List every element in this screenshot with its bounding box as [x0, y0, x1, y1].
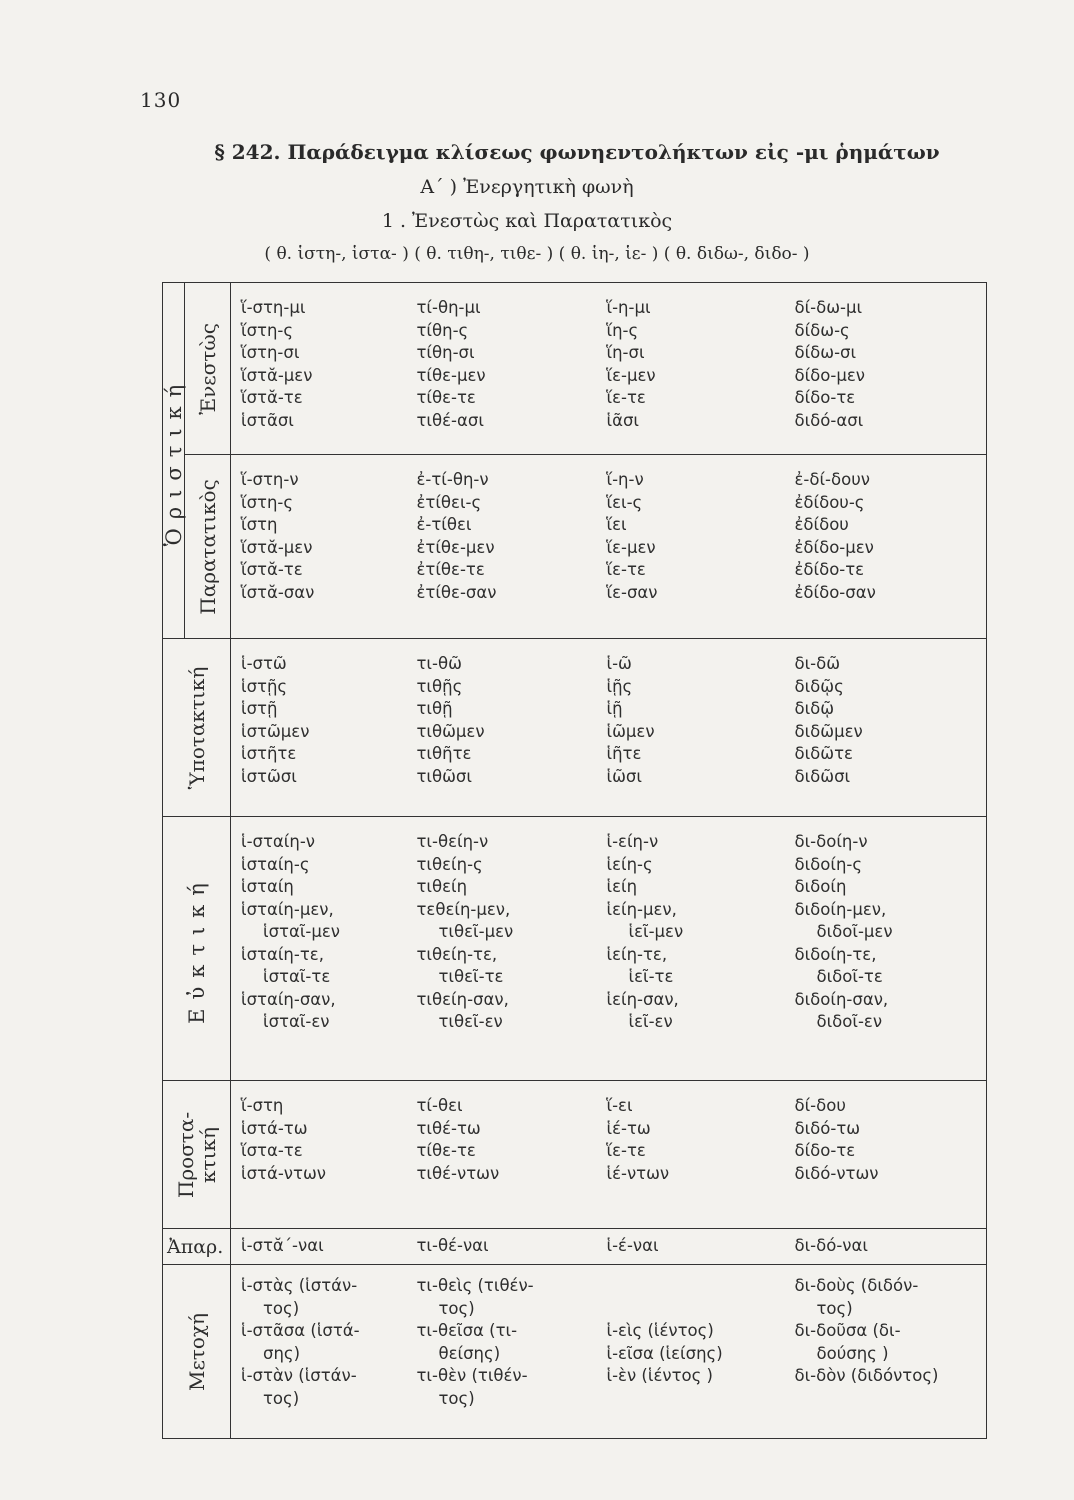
verb-form: διδοίη-τε,	[794, 944, 877, 964]
verb-form: τιθείη-ς	[416, 854, 483, 874]
verb-form: ἵ-στη-μι	[241, 298, 306, 317]
verb-form: τιθέ-ασι	[416, 410, 484, 430]
tense-label-paratatikos: Παρατατικὸς	[195, 478, 220, 615]
verb-form: δι-δό-ναι	[794, 1236, 868, 1255]
verb-form: ἵ-στη	[241, 1096, 284, 1115]
verb-form: ἵστᾰ-τε	[241, 388, 303, 407]
verb-form: ἱείη	[606, 877, 638, 896]
verb-form: ἵστα-τε	[241, 1141, 303, 1160]
verb-form: διδό-ντων	[794, 1163, 879, 1183]
verb-form: ἵστη-ς	[241, 320, 294, 340]
verb-form: ἵε-τε	[606, 1141, 646, 1160]
verb-form: τος)	[438, 1388, 475, 1408]
verb-form: ἱσταίη-σαν,	[241, 989, 336, 1009]
tense-label-enestos-cell	[185, 283, 231, 455]
mood-label-aparemfato: Ἀπαρ.	[163, 1229, 231, 1265]
verb-form: ἱείη-μεν,	[606, 899, 677, 919]
verb-form: ἐτίθε-τε	[416, 560, 485, 579]
voice-heading: Α΄ ) Ἐνεργητικὴ φωνὴ	[420, 176, 634, 198]
verb-form: ἱ-στᾰ΄-ναι	[241, 1236, 324, 1255]
cell-aparemfato-c3	[597, 1229, 785, 1265]
verb-form: ἐδίδου-ς	[794, 492, 865, 512]
verb-form: τίθε-τε	[416, 1141, 476, 1160]
verb-form: διδοίη-σαν,	[794, 989, 889, 1009]
cell-paratatikos-c2	[407, 455, 597, 639]
verb-form	[607, 1275, 777, 1298]
row-paratatikos	[163, 455, 987, 639]
cell-metochi-c3	[597, 1265, 785, 1439]
verb-form: ἱεῖ-τε	[628, 967, 674, 986]
verb-form: ἱέ-τω	[606, 1118, 651, 1138]
verb-form: τι-θὲν (τιθέν-	[416, 1366, 528, 1385]
verb-form: ἱστῶμεν	[241, 721, 310, 741]
verb-form: ἱστά-ντων	[241, 1163, 326, 1183]
section-title: § 242. Παράδειγμα κλίσεως φωνηεντολήκτων εἰς -μι ῥημάτων	[214, 140, 940, 164]
verb-form: τιθέ-ντων	[416, 1163, 500, 1183]
verb-form: ἵει-ς	[606, 492, 643, 512]
mood-label-oristiki: Ὁριστική	[161, 375, 186, 546]
verb-form: θείσης)	[438, 1343, 501, 1363]
verb-form: ἱ-στὰς (ἱστάν-	[241, 1276, 358, 1295]
verb-form: διδοίη	[794, 877, 847, 896]
verb-form: ἐδίδο-μεν	[794, 537, 874, 557]
verb-form: ἱῆτε	[606, 744, 642, 763]
verb-form	[607, 1298, 777, 1321]
verb-form: ἐ-δί-δουν	[794, 470, 870, 489]
verb-form: διδοῖ-εν	[816, 1012, 883, 1031]
verb-form: τίθη-σι	[416, 343, 475, 362]
row-metochi	[163, 1265, 987, 1439]
verb-form: τιθέ-τω	[416, 1118, 481, 1138]
verb-form: ἐδίδο-τε	[794, 560, 865, 579]
verb-form: ἐ-τί-θη-ν	[416, 470, 489, 489]
row-ypotaktiki	[163, 639, 987, 817]
verb-form: ἱᾶσι	[606, 410, 640, 430]
verb-form: τεθείη-μεν,	[416, 899, 511, 919]
verb-form: τος)	[263, 1298, 300, 1318]
row-aparemfato	[163, 1229, 987, 1265]
cell-aparemfato-c1	[231, 1229, 407, 1265]
cell-enestos-c1	[231, 283, 407, 455]
verb-form: δί-δω-μι	[794, 298, 863, 317]
cell-euktiki-c2	[407, 817, 597, 1081]
verb-form: ἱῶσι	[606, 766, 642, 786]
verb-form: ἱῇ	[606, 699, 623, 718]
verb-form: ἱσταῖ-τε	[263, 967, 331, 986]
verb-form: ἵστᾰ-τε	[241, 560, 303, 579]
verb-form: ἱείη-τε,	[606, 944, 668, 964]
verb-form: τιθεῖ-μεν	[438, 922, 514, 941]
verb-form: ἱείη-ς	[606, 854, 653, 874]
verb-form: διδῷς	[794, 676, 844, 696]
verb-form: διδῶμεν	[794, 721, 863, 741]
verb-form: ἱσταῖ-μεν	[263, 922, 341, 941]
verb-form: τί-θει	[416, 1096, 463, 1115]
verb-form: ἱῶμεν	[606, 721, 655, 741]
verb-form: δί-δου	[794, 1096, 846, 1115]
cell-metochi-c1	[231, 1265, 407, 1439]
verb-form: τιθεῖ-εν	[438, 1012, 503, 1031]
verb-form: ἱσταίη-μεν,	[241, 899, 334, 919]
verb-form: ἱσταίη-τε,	[241, 944, 324, 964]
verb-form: ἵστᾰ-μεν	[241, 365, 313, 385]
verb-form: ἵε-μεν	[606, 537, 656, 557]
mood-label-metochi-cell	[163, 1265, 231, 1439]
verb-form: ἱεῖ-μεν	[628, 922, 684, 941]
mood-label-euktiki-cell	[163, 817, 231, 1081]
verb-form: ἵστη	[241, 515, 278, 534]
verb-form: τι-θῶ	[416, 654, 462, 673]
verb-form: διδῷ	[794, 699, 835, 718]
verb-form: ἱ-είη-ν	[606, 832, 659, 851]
mood-label-metochi: Μετοχή	[184, 1312, 209, 1391]
verb-form: ἐτίθε-σαν	[416, 582, 497, 602]
tense-label-paratatikos-cell	[185, 455, 231, 639]
verb-form: διδοίη-ς	[794, 854, 863, 874]
verb-form: ἵει	[606, 515, 627, 534]
cell-enestos-c4	[785, 283, 987, 455]
verb-form: ἱστά-τω	[241, 1118, 308, 1138]
verb-form: τιθῇς	[416, 676, 463, 696]
verb-form: δίδο-τε	[794, 388, 856, 407]
verb-form: τι-θείη-ν	[416, 832, 489, 851]
verb-form: ἵε-τε	[606, 560, 646, 579]
cell-metochi-c2	[407, 1265, 597, 1439]
themes-line: ( θ. ἱστη-, ἱστα- ) ( θ. τιθη-, τιθε- ) ( θ. ἱη-, ἱε- ) ( θ. διδω-, διδο- )	[264, 244, 810, 264]
verb-form: ἵε-τε	[606, 388, 646, 407]
verb-form: τιθῶσι	[416, 766, 472, 786]
row-prostaktiki	[163, 1081, 987, 1229]
cell-ypotaktiki-c1	[231, 639, 407, 817]
verb-form: τος)	[816, 1298, 853, 1318]
verb-form: ἱσταίη	[241, 877, 294, 896]
row-euktiki	[163, 817, 987, 1081]
cell-metochi-c4	[785, 1265, 987, 1439]
verb-form: τιθείη-τε,	[416, 944, 498, 964]
verb-form: ἵστᾰ-σαν	[241, 582, 315, 602]
verb-form: δι-δοὺς (διδόν-	[794, 1276, 919, 1295]
verb-form: ἱστᾶσι	[241, 410, 294, 430]
verb-form: τι-θεὶς (τιθέν-	[416, 1276, 534, 1295]
verb-form: διδοῖ-τε	[816, 967, 883, 986]
tense-heading: 1 . Ἐνεστὼς καὶ Παρατατικὸς	[381, 210, 673, 232]
verb-form: τίθε-μεν	[416, 365, 486, 385]
verb-form: ἵστη-σι	[241, 343, 300, 362]
verb-form: ἵ-η-ν	[606, 470, 644, 489]
verb-form: δούσης )	[816, 1343, 889, 1363]
verb-form: ἱ-εῖσα (ἱείσης)	[606, 1343, 723, 1363]
verb-form: ἵ-ει	[606, 1096, 633, 1115]
tense-label-enestos: Ἐνεστὼς	[195, 322, 220, 415]
conjugation-table	[162, 282, 987, 1439]
cell-euktiki-c4	[785, 817, 987, 1081]
verb-form: ἱστῇ	[241, 699, 278, 718]
mood-label-ypotaktiki: Ὑποτακτική	[184, 666, 209, 789]
verb-form: ἱ-εὶς (ἱέντος)	[606, 1321, 714, 1340]
verb-form: τιθῆτε	[416, 744, 472, 763]
mood-label-prostaktiki-cell	[163, 1081, 231, 1229]
verb-form: δι-δῶ	[794, 654, 841, 673]
verb-form: ἐδίδο-σαν	[794, 582, 876, 602]
verb-form: τιθείη	[416, 877, 468, 896]
mood-label-euktiki: Εὐκτική	[184, 873, 209, 1024]
verb-form: ἱ-στὰν (ἱστάν-	[241, 1366, 357, 1385]
cell-paratatikos-c1	[231, 455, 407, 639]
verb-form: ἐτίθε-μεν	[416, 537, 495, 557]
verb-form: τί-θη-μι	[416, 298, 481, 317]
verb-form: ἵ-η-μι	[606, 298, 651, 317]
verb-form: δίδω-σι	[794, 343, 857, 362]
verb-form: τος)	[438, 1298, 475, 1318]
verb-form: δι-δὸν (διδόντος)	[794, 1366, 939, 1385]
cell-paratatikos-c4	[785, 455, 987, 639]
verb-form: ἱσταίη-ς	[241, 854, 310, 874]
cell-euktiki-c3	[597, 817, 785, 1081]
cell-euktiki-c1	[231, 817, 407, 1081]
cell-enestos-c3	[597, 283, 785, 455]
verb-form: τι-θέ-ναι	[416, 1236, 489, 1255]
mood-label-prostaktiki: Προστα- κτική	[173, 1111, 220, 1198]
verb-form: τι-θεῖσα (τι-	[416, 1321, 518, 1340]
verb-form: ἱ-σταίη-ν	[241, 832, 316, 851]
verb-form: ἐδίδου	[794, 515, 849, 534]
verb-form: ἱστῆτε	[241, 744, 297, 763]
verb-form: δίδο-μεν	[794, 365, 865, 385]
cell-paratatikos-c3	[597, 455, 785, 639]
verb-form: δι-δοῦσα (δι-	[794, 1321, 901, 1340]
verb-form: ἱ-στᾶσα (ἱστά-	[241, 1321, 360, 1340]
cell-ypotaktiki-c3	[597, 639, 785, 817]
verb-form: τιθῶμεν	[416, 721, 485, 741]
verb-form: δι-δοίη-ν	[794, 832, 868, 851]
mood-label-ypotaktiki-cell	[163, 639, 231, 817]
verb-form: τιθεῖ-τε	[438, 967, 504, 986]
verb-form: ἱσταῖ-εν	[263, 1012, 330, 1031]
verb-form: διδῶσι	[794, 766, 851, 786]
verb-form: ἱῇς	[606, 676, 633, 696]
verb-form: τίθε-τε	[416, 388, 476, 407]
verb-form: ἱέ-ντων	[606, 1163, 670, 1183]
verb-form: ἱστῶσι	[241, 766, 297, 786]
verb-form: ἵη-σι	[606, 343, 645, 362]
verb-form: ἵε-μεν	[606, 365, 656, 385]
cell-aparemfato-c4	[785, 1229, 987, 1265]
cell-aparemfato-c2	[407, 1229, 597, 1265]
verb-form: τιθείη-σαν,	[416, 989, 509, 1009]
verb-form: τίθη-ς	[416, 320, 469, 340]
verb-form: τος)	[263, 1388, 300, 1408]
verb-form: δίδω-ς	[794, 320, 850, 340]
verb-form: ἱ-έ-ναι	[606, 1236, 659, 1255]
verb-form: σης)	[263, 1343, 301, 1363]
cell-ypotaktiki-c2	[407, 639, 597, 817]
verb-form: ἱ-στῶ	[241, 654, 287, 673]
verb-form: τιθῇ	[416, 699, 453, 718]
cell-prostaktiki-c3	[597, 1081, 785, 1229]
verb-form: διδοίη-μεν,	[794, 899, 887, 919]
verb-form: ἱστῇς	[241, 676, 288, 696]
cell-prostaktiki-c2	[407, 1081, 597, 1229]
verb-form: ἵε-σαν	[606, 582, 658, 602]
verb-form: διδό-ασι	[794, 410, 864, 430]
row-enestos	[163, 283, 987, 455]
verb-form: ἵη-ς	[606, 320, 639, 340]
cell-enestos-c2	[407, 283, 597, 455]
verb-form: διδό-τω	[794, 1118, 861, 1138]
verb-form: διδοῖ-μεν	[816, 922, 893, 941]
verb-form: ἱεῖ-εν	[628, 1012, 673, 1031]
verb-form: ἱείη-σαν,	[606, 989, 679, 1009]
cell-prostaktiki-c4	[785, 1081, 987, 1229]
verb-form: ἵστᾰ-μεν	[241, 537, 313, 557]
verb-form: ἐ-τίθει	[416, 515, 472, 534]
cell-ypotaktiki-c4	[785, 639, 987, 817]
verb-form: ἵστη-ς	[241, 492, 294, 512]
page-number: 130	[140, 88, 182, 112]
verb-form: δίδο-τε	[794, 1141, 856, 1160]
cell-prostaktiki-c1	[231, 1081, 407, 1229]
verb-form: διδῶτε	[794, 744, 853, 763]
verb-form: ἱ-ὲν (ἱέντος )	[606, 1366, 713, 1385]
verb-form: ἱ-ῶ	[606, 654, 632, 673]
mood-label-oristiki-cell	[163, 283, 185, 639]
verb-form: ἐτίθει-ς	[416, 492, 482, 512]
verb-form: ἵ-στη-ν	[241, 470, 299, 489]
